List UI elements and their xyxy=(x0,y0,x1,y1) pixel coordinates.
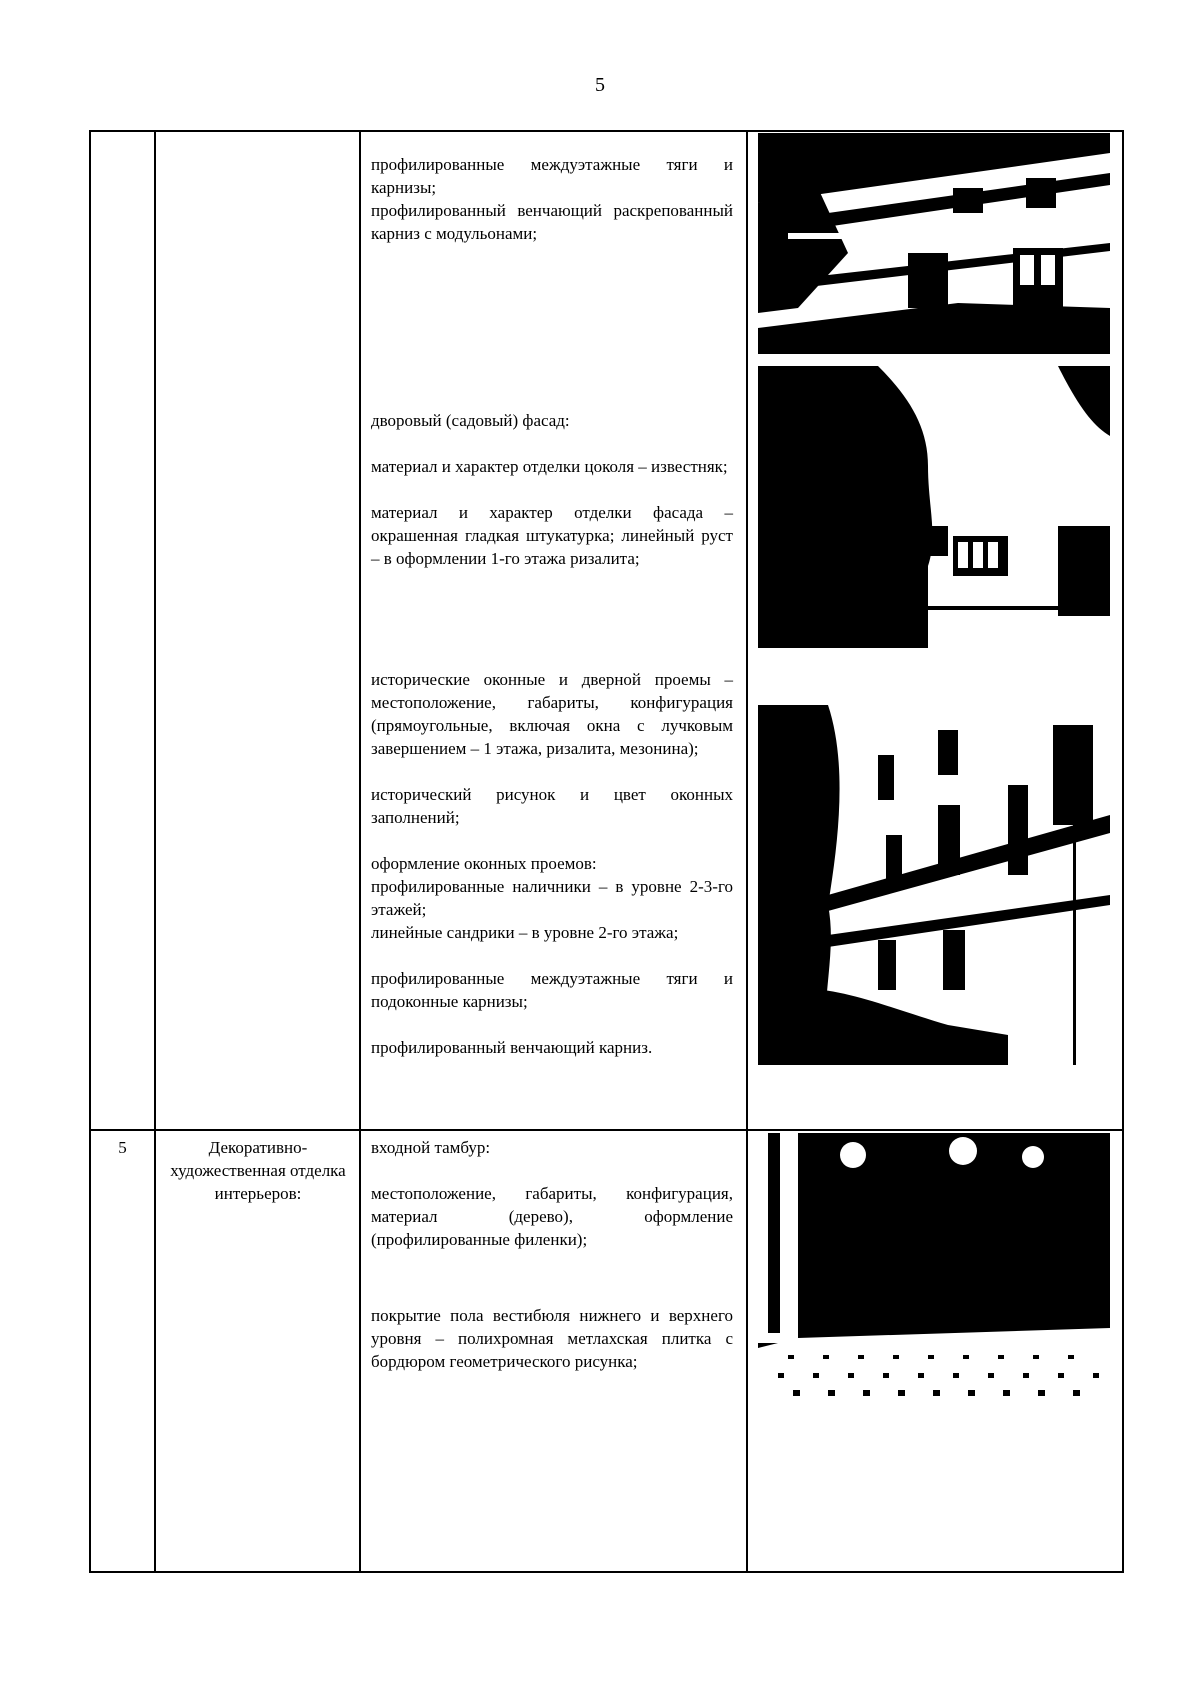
text-line: исторический рисунок и цвет оконных заполнений; xyxy=(371,785,733,827)
text-line: профилированный венчающий раскрепованный карниз с модульонами; xyxy=(371,201,733,243)
column-divider-title xyxy=(359,130,361,1573)
description-block-courtyard-facade xyxy=(371,409,733,570)
table-border-bottom xyxy=(89,1571,1124,1573)
text-line: покрытие пола вестибюля нижнего и верхнего уровня – полихромная метлахская плитка с бордюром геометрического рисунка; xyxy=(371,1306,733,1371)
column-divider-description xyxy=(746,130,748,1573)
text-line: входной тамбур: xyxy=(371,1138,491,1157)
document-table xyxy=(89,130,1124,1573)
description-block-cornices xyxy=(371,153,733,245)
table-border-right xyxy=(1122,130,1124,1573)
row-number: 5 xyxy=(118,1138,127,1157)
table-border-top xyxy=(89,130,1124,132)
column-divider-number xyxy=(154,130,156,1573)
vestibule-interior-photo xyxy=(758,1133,1110,1403)
courtyard-facade-photo xyxy=(758,366,1110,648)
page-number: 5 xyxy=(595,74,605,96)
text-line: линейные сандрики – в уровне 2-го этажа; xyxy=(371,923,679,942)
text-line: дворовый (садовый) фасад: xyxy=(371,411,570,430)
text-line: исторические оконные и дверной проемы – местоположение, габариты, конфигурация (прямоугольные, включая окна с лучковым завершением – 1 этажа, ризалита, мезонина); xyxy=(371,670,733,758)
table-border-left xyxy=(89,130,91,1573)
courtyard-windows-photo xyxy=(758,705,1110,1065)
row-title: Декоративно-художественная отделка интерьеров: xyxy=(170,1138,346,1203)
facade-cornice-photo xyxy=(758,133,1110,354)
text-line: профилированный венчающий карниз. xyxy=(371,1038,653,1057)
text-line: профилированные междуэтажные тяги и карнизы; xyxy=(371,155,733,197)
text-line: оформление оконных проемов: xyxy=(371,854,597,873)
text-line: материал и характер отделки фасада – окрашенная гладкая штукатурка; линейный руст – в оформлении 1-го этажа ризалита; xyxy=(371,503,733,568)
text-line: профилированные наличники – в уровне 2-3-го этажей; xyxy=(371,877,733,919)
row-divider xyxy=(89,1129,1124,1131)
description-block-interiors xyxy=(371,1136,733,1373)
text-line: профилированные междуэтажные тяги и подоконные карнизы; xyxy=(371,969,733,1011)
description-block-windows xyxy=(371,668,733,1059)
text-line: материал и характер отделки цоколя – известняк; xyxy=(371,457,728,476)
text-line: местоположение, габариты, конфигурация, материал (дерево), оформление (профилированные филенки); xyxy=(371,1184,733,1249)
